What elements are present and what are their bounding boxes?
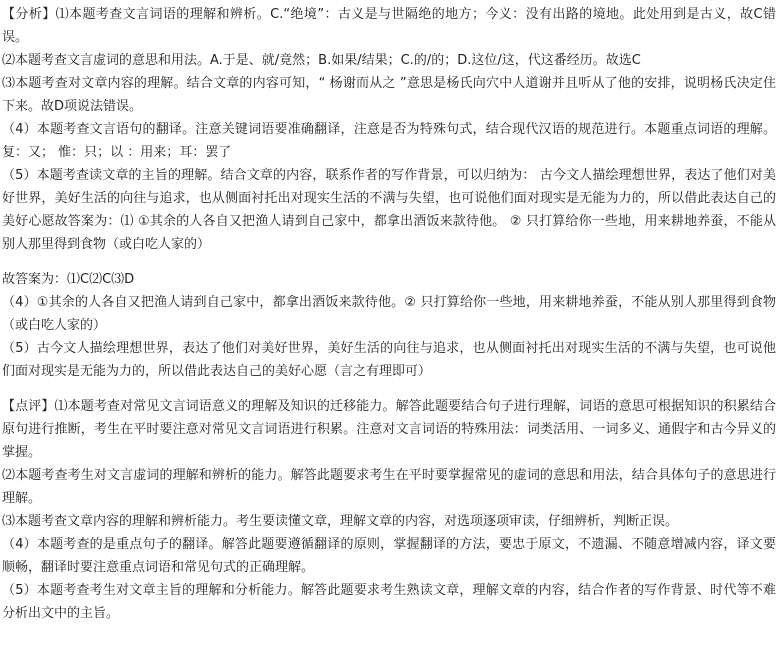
analysis-paragraph-3: ⑶本题考查对文章内容的理解。结合文章的内容可知，“ 杨谢而从之 ”意思是杨氏向穴中人道谢并且听从了他的安排，说明杨氏决定住下来。故D项说法错误。 [2, 76, 776, 114]
section-spacer [2, 256, 776, 268]
answer-section [2, 268, 776, 383]
comment-paragraph-3: ⑶本题考查文章内容的理解和辨析能力。考生要读懂文章，理解文章的内容，对选项逐项审读，仔细辨析，判断正误。 [2, 514, 679, 529]
comment-paragraph-4: （4）本题考查的是重点句子的翻译。解答此题要遵循翻译的原则，掌握翻译的方法，要忠于原文，不遗漏、不随意增减内容，译文要顺畅，翻译时要注意重点词语和常见句式的正确理解。 [2, 537, 776, 575]
answer-summary: 故答案为：⑴C⑵C⑶D [2, 272, 135, 287]
comment-paragraph-5: （5）本题考查考生对文章主旨的理解和分析能力。解答此题要求考生熟读文章，理解文章的内容，结合作者的写作背景、时代等不难分析出文中的主旨。 [2, 583, 776, 621]
analysis-paragraph-1: 【分析】⑴本题考查文言词语的理解和辨析。C.“绝境”：古义是与世隔绝的地方；今义：没有出路的境地。此处用到是古义，故C错误。 [2, 7, 776, 45]
comment-paragraph-1: 【点评】⑴本题考查对常见文言词语意义的理解及知识的迁移能力。解答此题要结合句子进行理解，词语的意思可根据知识的积累结合原句进行推断，考生在平时要注意对常见文言词语进行积累。注意对文言词语的特殊用法：词类活用、一词多义、通假字和古今异义的掌握。 [2, 399, 776, 460]
comment-section [2, 395, 776, 625]
answer-theme: （5）古今文人描绘理想世界，表达了他们对美好世界，美好生活的向往与追求，也从侧面衬托出对现实生活的不满与失望，也可说他们面对现实是无能为力的，所以借此表达自己的美好心愿（言之有理即可） [2, 341, 776, 379]
answer-translation: （4）①其余的人各自又把渔人请到自己家中，都拿出酒饭来款待他。② 只打算给你一些地，用来耕地养蚕，不能从别人那里得到食物（或白吃人家的） [2, 295, 776, 333]
comment-paragraph-2: ⑵本题考查考生对文言虚词的理解和辨析的能力。解答此题要求考生在平时要掌握常见的虚词的意思和用法，结合具体句子的意思进行理解。 [2, 468, 776, 506]
analysis-paragraph-2: ⑵本题考查文言虚词的意思和用法。A.于是、就/竟然；B.如果/结果；C.的/的；D.这位/这，代这番经历。故选C [2, 53, 641, 68]
analysis-paragraph-4: （4）本题考查文言语句的翻译。注意关键词语要准确翻译，注意是否为特殊句式，结合现代汉语的规范进行。本题重点词语的理解。 复：又； 惟：只；以 ：用来；耳：罢了 [2, 122, 776, 160]
analysis-paragraph-5: （5）本题考查读文章的主旨的理解。结合文章的内容，联系作者的写作背景，可以归纳为： 古今文人描绘理想世界，表达了他们对美好世界，美好生活的向往与追求，也从侧面衬托出对现实生活的不满与失望，也可说他们面对现实是无能为力的，所以借此表达自己的美好心愿故答案为：⑴ ①其余的人各自又把渔人请到自己家中，都拿出酒饭来款待他。 ② 只打算给你一些地，用来耕地养蚕，不能从别人那里得到食物（或白吃人家的） [2, 168, 776, 252]
analysis-section [2, 3, 776, 256]
section-spacer [2, 383, 776, 395]
